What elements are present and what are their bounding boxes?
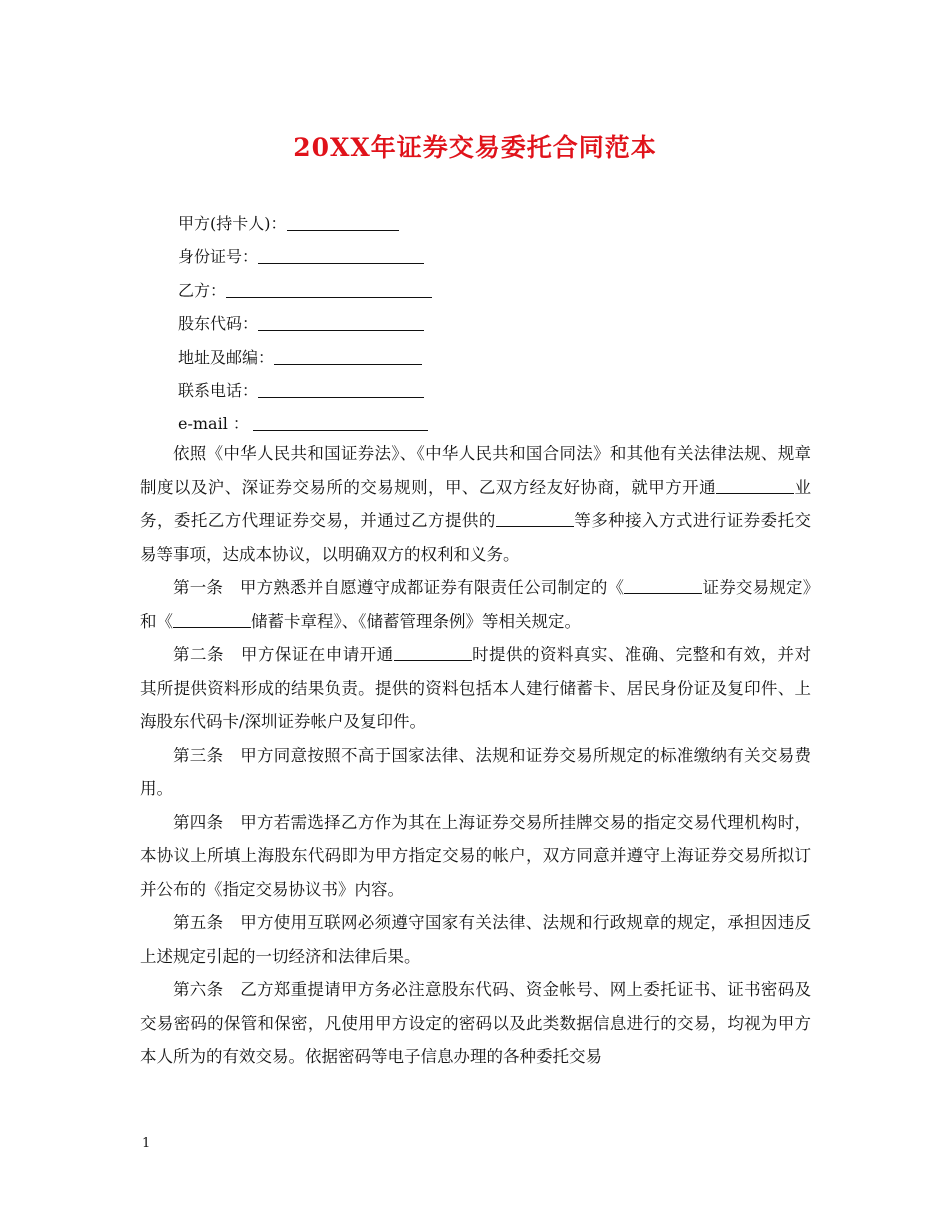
article-2-text-1: 第二条 甲方保证在申请开通 [173,645,394,664]
intro-text-1: 依照《中华人民共和国证券法》、《中华人民共和国合同法》和其他有关法律法规、规章制度以及沪、深证券交易所的交易规则，甲、乙双方经友好协商，就甲方开通 [140,444,811,497]
party-b-blank [226,279,432,298]
email-field [178,412,428,436]
email-label: e-mail ： [178,414,249,433]
id-number-label: 身份证号： [178,247,259,266]
contract-body [140,437,811,1074]
email-blank [253,412,428,431]
intro-text-3: 等多种接入方式进行证券委托交易等事项，达成本协议，以明确双方的权利和义务。 [140,511,812,564]
party-b-field [178,279,432,303]
article-2 [140,638,811,739]
blank-line [496,510,574,527]
party-a-label: 甲方(持卡人)： [178,214,287,233]
blank-line [716,477,794,494]
phone-blank [258,379,424,398]
shareholder-code-field [178,312,424,336]
article-6: 第六条 乙方郑重提请甲方务必注意股东代码、资金帐号、网上委托证书、证书密码及交易密码的保管和保密，凡使用甲方设定的密码以及此类数据信息进行的交易，均视为甲方本人所为的有效交易。依据密码等电子信息办理的各种委托交易 [140,980,811,1066]
intro-text-2: 业务，委托乙方代理证券交易，并通过乙方提供的 [140,477,812,530]
phone-field [178,379,424,403]
party-a-blank [287,212,399,231]
article-1-text-3: 储蓄卡章程》、《储蓄管理条例》等相关规定。 [251,611,581,631]
document-title: 20XX年证券交易委托合同范本 [293,133,657,162]
address-label: 地址及邮编： [178,348,275,367]
id-number-blank [258,245,424,264]
blank-line [624,577,702,594]
shareholder-code-label: 股东代码： [178,314,259,333]
article-1-text-1: 第一条 甲方熟悉并自愿遵守成都证券有限责任公司制定的《 [173,578,625,597]
article-3: 第三条 甲方同意按照不高于国家法律、法规和证券交易所规定的标准缴纳有关交易费用。 [140,745,811,798]
id-number-field [178,245,424,269]
shareholder-code-blank [258,312,424,331]
article-4: 第四条 甲方若需选择乙方作为其在上海证券交易所挂牌交易的指定交易代理机构时，本协议上所填上海股东代码即为甲方指定交易的帐户，双方同意并遵守上海证券交易所拟订并公布的《指定交易协议书》内容。 [140,812,811,899]
article-1-text-2: 证券交易规定》和《 [140,578,812,631]
article-2-text-2: 时提供的资料真实、准确、完整和有效，并对其所提供资料形成的结果负责。提供的资料包括本人建行储蓄卡、居民身份证及复印件、上海股东代码卡/深圳证券帐户及复印件。 [140,645,812,731]
phone-label: 联系电话： [178,381,259,400]
blank-line [394,644,472,661]
address-field [178,346,422,370]
article-5: 第五条 甲方使用互联网必须遵守国家有关法律、法规和行政规章的规定，承担因违反上述规定引起的一切经济和法律后果。 [140,913,811,966]
blank-line [173,611,251,628]
address-blank [274,346,422,365]
article-1 [140,571,811,638]
party-b-label: 乙方： [178,281,227,300]
party-a-field [178,212,399,236]
intro-paragraph [140,437,811,571]
page-number: 1 [142,1136,151,1151]
